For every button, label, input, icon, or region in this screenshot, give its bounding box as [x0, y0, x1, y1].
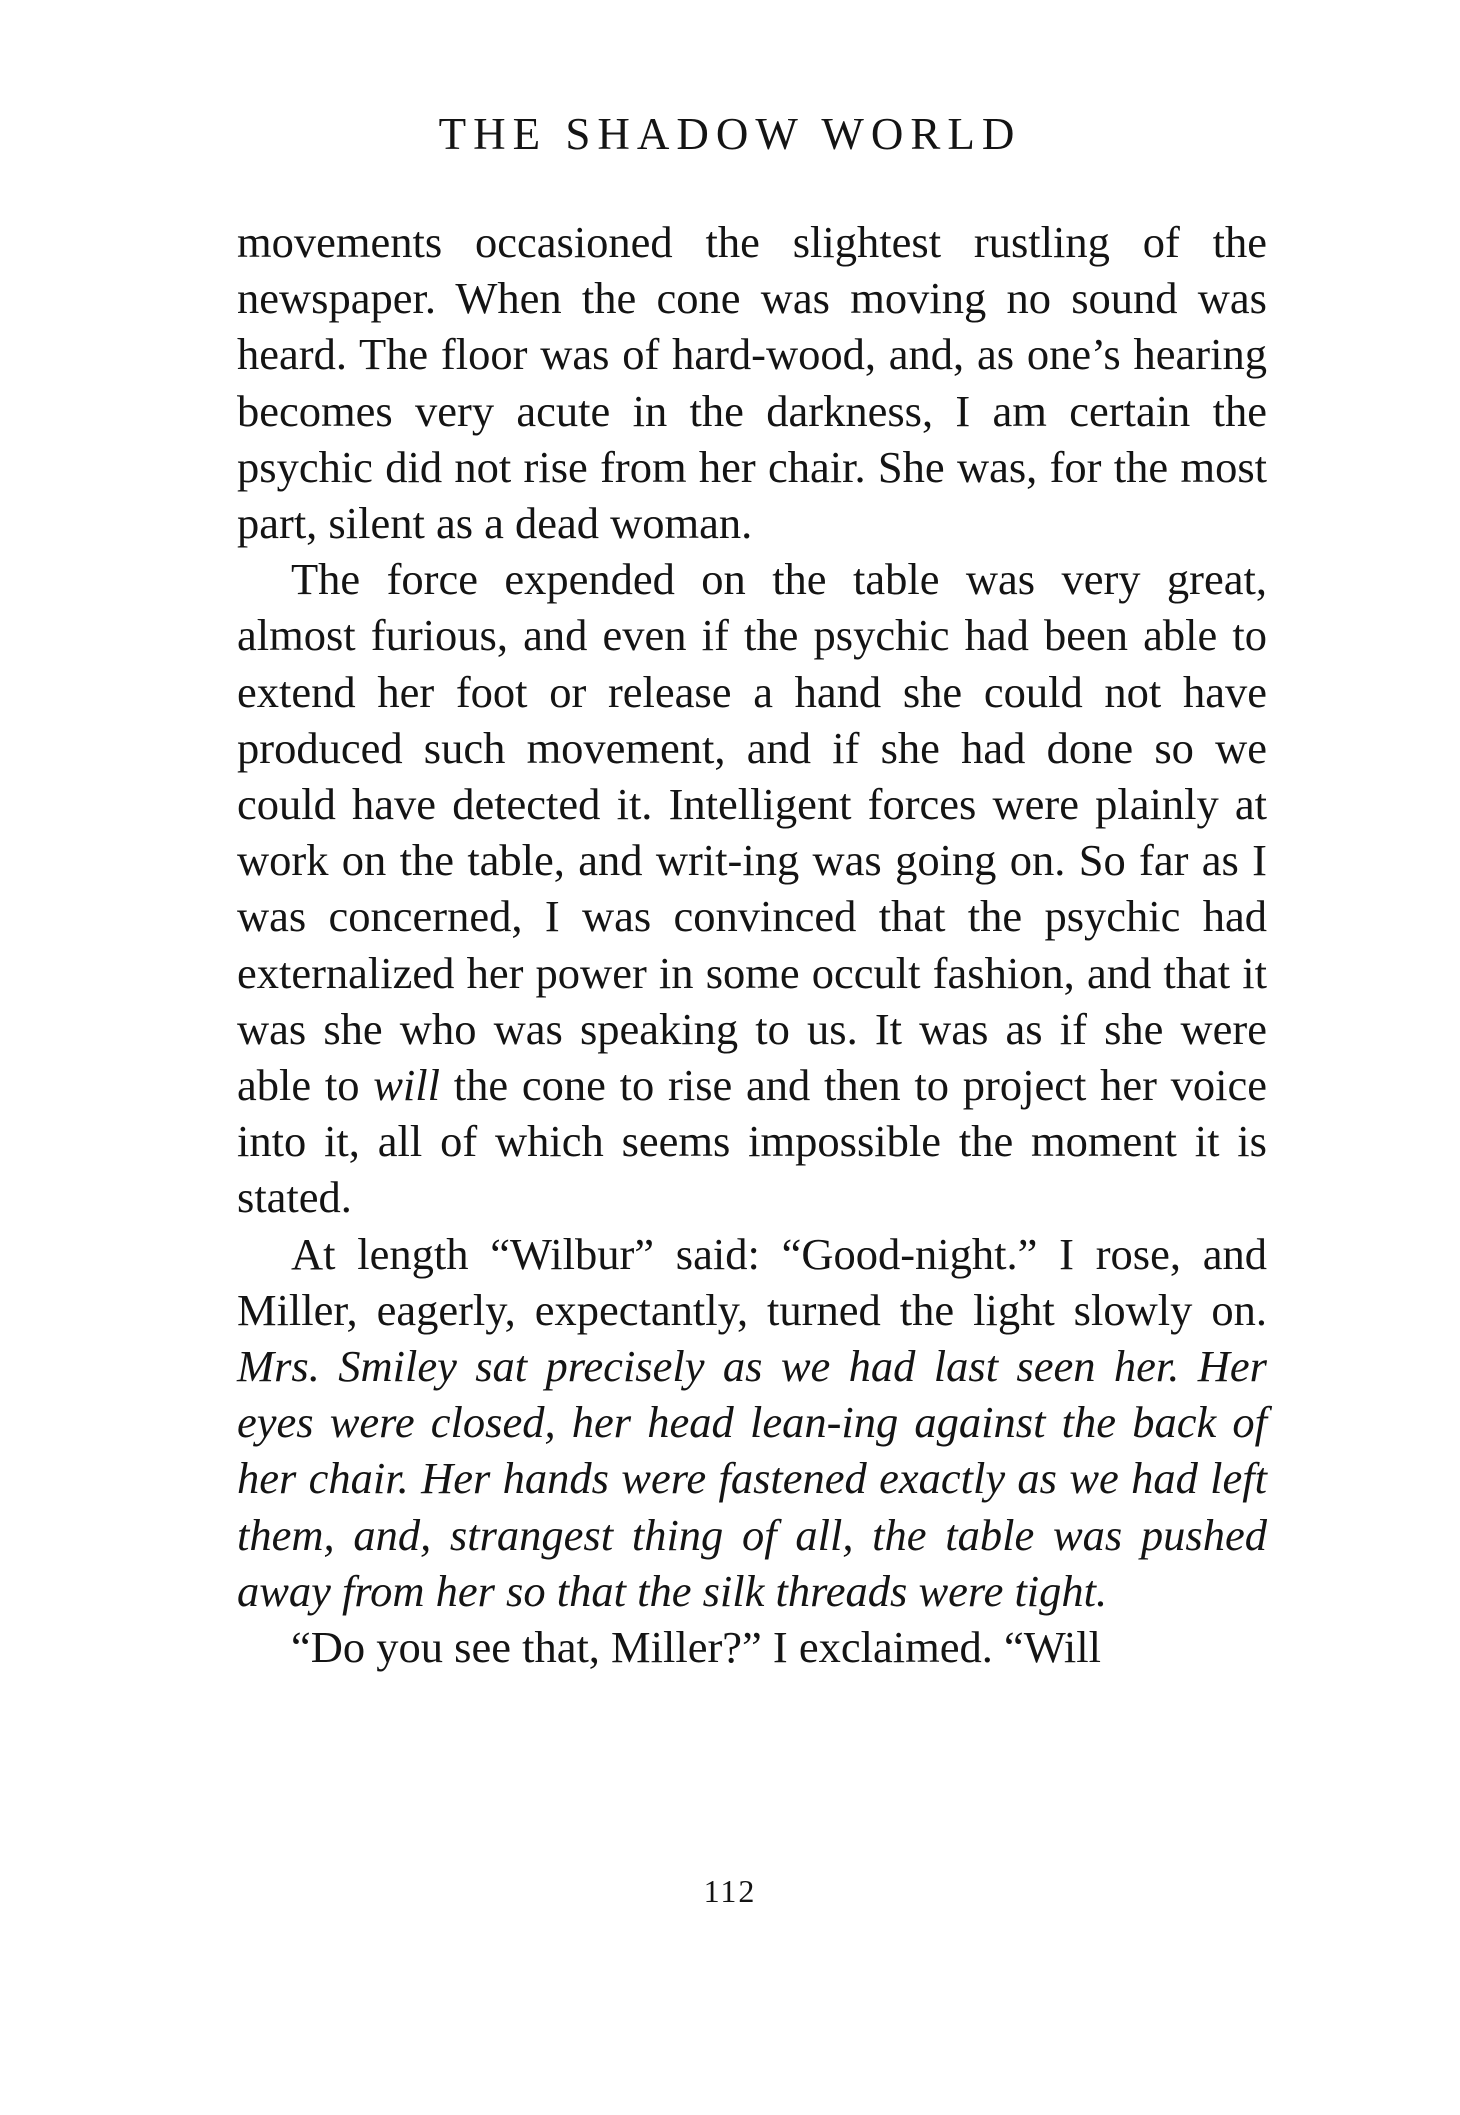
paragraph-3-roman-text: At length “Wilbur” said: “Good-night.” I rose, and Miller, eagerly, expectantly, turned the light slowly on. [237, 1228, 1267, 1335]
paragraph-4: “Do you see that, Miller?” I exclaimed. “Will [291, 1622, 1102, 1673]
paragraph-2-italic-word: will [373, 1060, 441, 1111]
paragraph-2 [237, 551, 1267, 1225]
paragraph-3-italic-text: Mrs. Smiley sat precisely as we had last seen her. Her eyes were closed, her head lean-ing against the back of her chair. Her hands were fastened exactly as we had left them, and, strangest thing of all, the table was pushed away from her so that the silk threads were tight. [237, 1341, 1267, 1616]
body-text [237, 214, 1267, 1675]
page-number: 112 [703, 1873, 757, 1909]
running-title: THE SHADOW WORLD [438, 109, 1022, 159]
paragraph-3 [237, 1226, 1267, 1619]
paragraph-2-text-end: the cone to rise and then to project her voice into it, all of which seems impossible the moment it is stated. [237, 1060, 1268, 1223]
paragraph-2-text-start: The force expended on the table was very great, almost furious, and even if the psychic had been able to extend her foot or release a hand she could not have produced such movement, and if she had done so we could have detected it. Intelligent forces were plainly at work on the table, and writ-ing was going on. So far as I was concerned, I was convinced that the psychic had externalized her power in some occult fashion, and that it was she who was speaking to us. It was as if she were able to [237, 554, 1267, 1111]
paragraph-1: movements occasioned the slightest rustling of the newspaper. When the cone was moving no sound was heard. The floor was of hard-wood, and, as one’s hearing becomes very acute in the darkness, I am certain the psychic did not rise from her chair. She was, for the most part, silent as a dead woman. [237, 217, 1267, 549]
